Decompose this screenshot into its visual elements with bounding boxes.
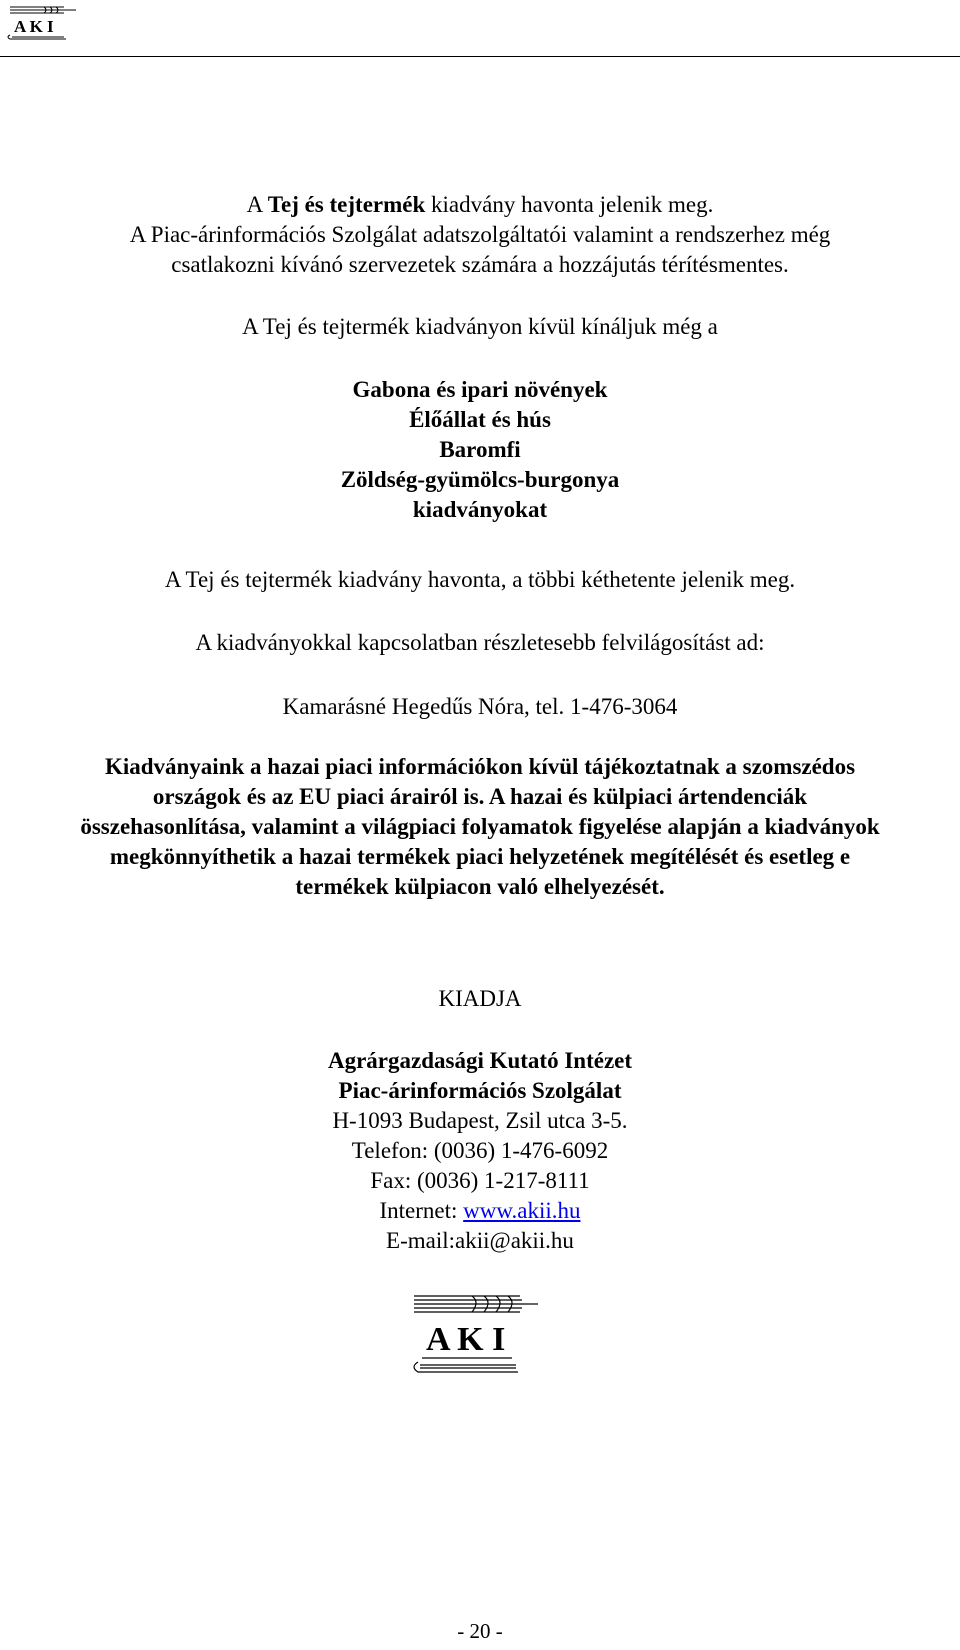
intro-line-3: csatlakozni kívánó szervezetek számára a hozzájutás térítésmentes. bbox=[171, 252, 789, 277]
description-line: Kiadványaink a hazai piaci információkon kívül tájékoztatnak a szomszédos bbox=[104, 754, 856, 779]
header-divider bbox=[0, 56, 960, 57]
publisher-email: E-mail:akii@akii.hu bbox=[386, 1228, 574, 1253]
footer-logo-text: A K I bbox=[426, 1321, 506, 1358]
contact-person: Kamarásné Hegedűs Nóra, tel. 1-476-3064 bbox=[282, 694, 678, 719]
publication-item: Zöldség-gyümölcs-burgonya bbox=[340, 467, 620, 492]
intro-line-2: A Piac-árinformációs Szolgálat adatszolgáltatói valamint a rendszerhez még bbox=[129, 222, 831, 247]
publication-item: Baromfi bbox=[439, 437, 521, 462]
description-paragraph bbox=[0, 752, 960, 902]
publication-item: Élőállat és hús bbox=[409, 407, 551, 432]
publication-item: kiadványokat bbox=[412, 497, 548, 522]
publisher-phone: Telefon: (0036) 1-476-6092 bbox=[351, 1138, 609, 1163]
publication-name: Tej és tejtermék bbox=[267, 192, 426, 217]
publisher-internet: Internet: www.akii.hu bbox=[379, 1198, 581, 1223]
description-line: összehasonlítása, valamint a világpiaci folyamatok figyelése alapján a kiadványok bbox=[80, 814, 880, 839]
header-logo-text: A K I bbox=[14, 17, 54, 36]
intro-paragraph bbox=[0, 190, 960, 280]
page-number: - 20 - bbox=[457, 1619, 503, 1643]
info-line: A kiadványokkal kapcsolatban részletesebb felvilágosítást ad: bbox=[195, 630, 765, 655]
website-link[interactable]: www.akii.hu bbox=[463, 1198, 581, 1223]
publisher-division: Piac-árinformációs Szolgálat bbox=[338, 1078, 622, 1103]
description-line: országok és az EU piaci árairól is. A hazai és külpiaci ártendenciák bbox=[152, 784, 808, 809]
description-line: termékek külpiacon való elhelyezését. bbox=[295, 874, 665, 899]
publisher-block bbox=[0, 1046, 960, 1256]
publisher-fax: Fax: (0036) 1-217-8111 bbox=[370, 1168, 590, 1193]
description-line: megkönnyíthetik a hazai termékek piaci helyzetének megítélését és esetleg e bbox=[109, 844, 851, 869]
publication-list bbox=[0, 375, 960, 525]
frequency-line: A Tej és tejtermék kiadvány havonta, a többi kéthetente jelenik meg. bbox=[164, 567, 796, 592]
offer-line: A Tej és tejtermék kiadványon kívül kínáljuk még a bbox=[242, 314, 718, 339]
aki-logo-header bbox=[6, 4, 82, 42]
kiadja-heading: KIADJA bbox=[438, 986, 522, 1011]
publisher-address: H-1093 Budapest, Zsil utca 3-5. bbox=[332, 1108, 628, 1133]
publisher-name: Agrárgazdasági Kutató Intézet bbox=[327, 1048, 633, 1073]
aki-logo-footer bbox=[412, 1292, 548, 1382]
intro-line-1: A Tej és tejtermék kiadvány havonta jelenik meg. bbox=[246, 192, 714, 217]
publication-item: Gabona és ipari növények bbox=[352, 377, 608, 402]
